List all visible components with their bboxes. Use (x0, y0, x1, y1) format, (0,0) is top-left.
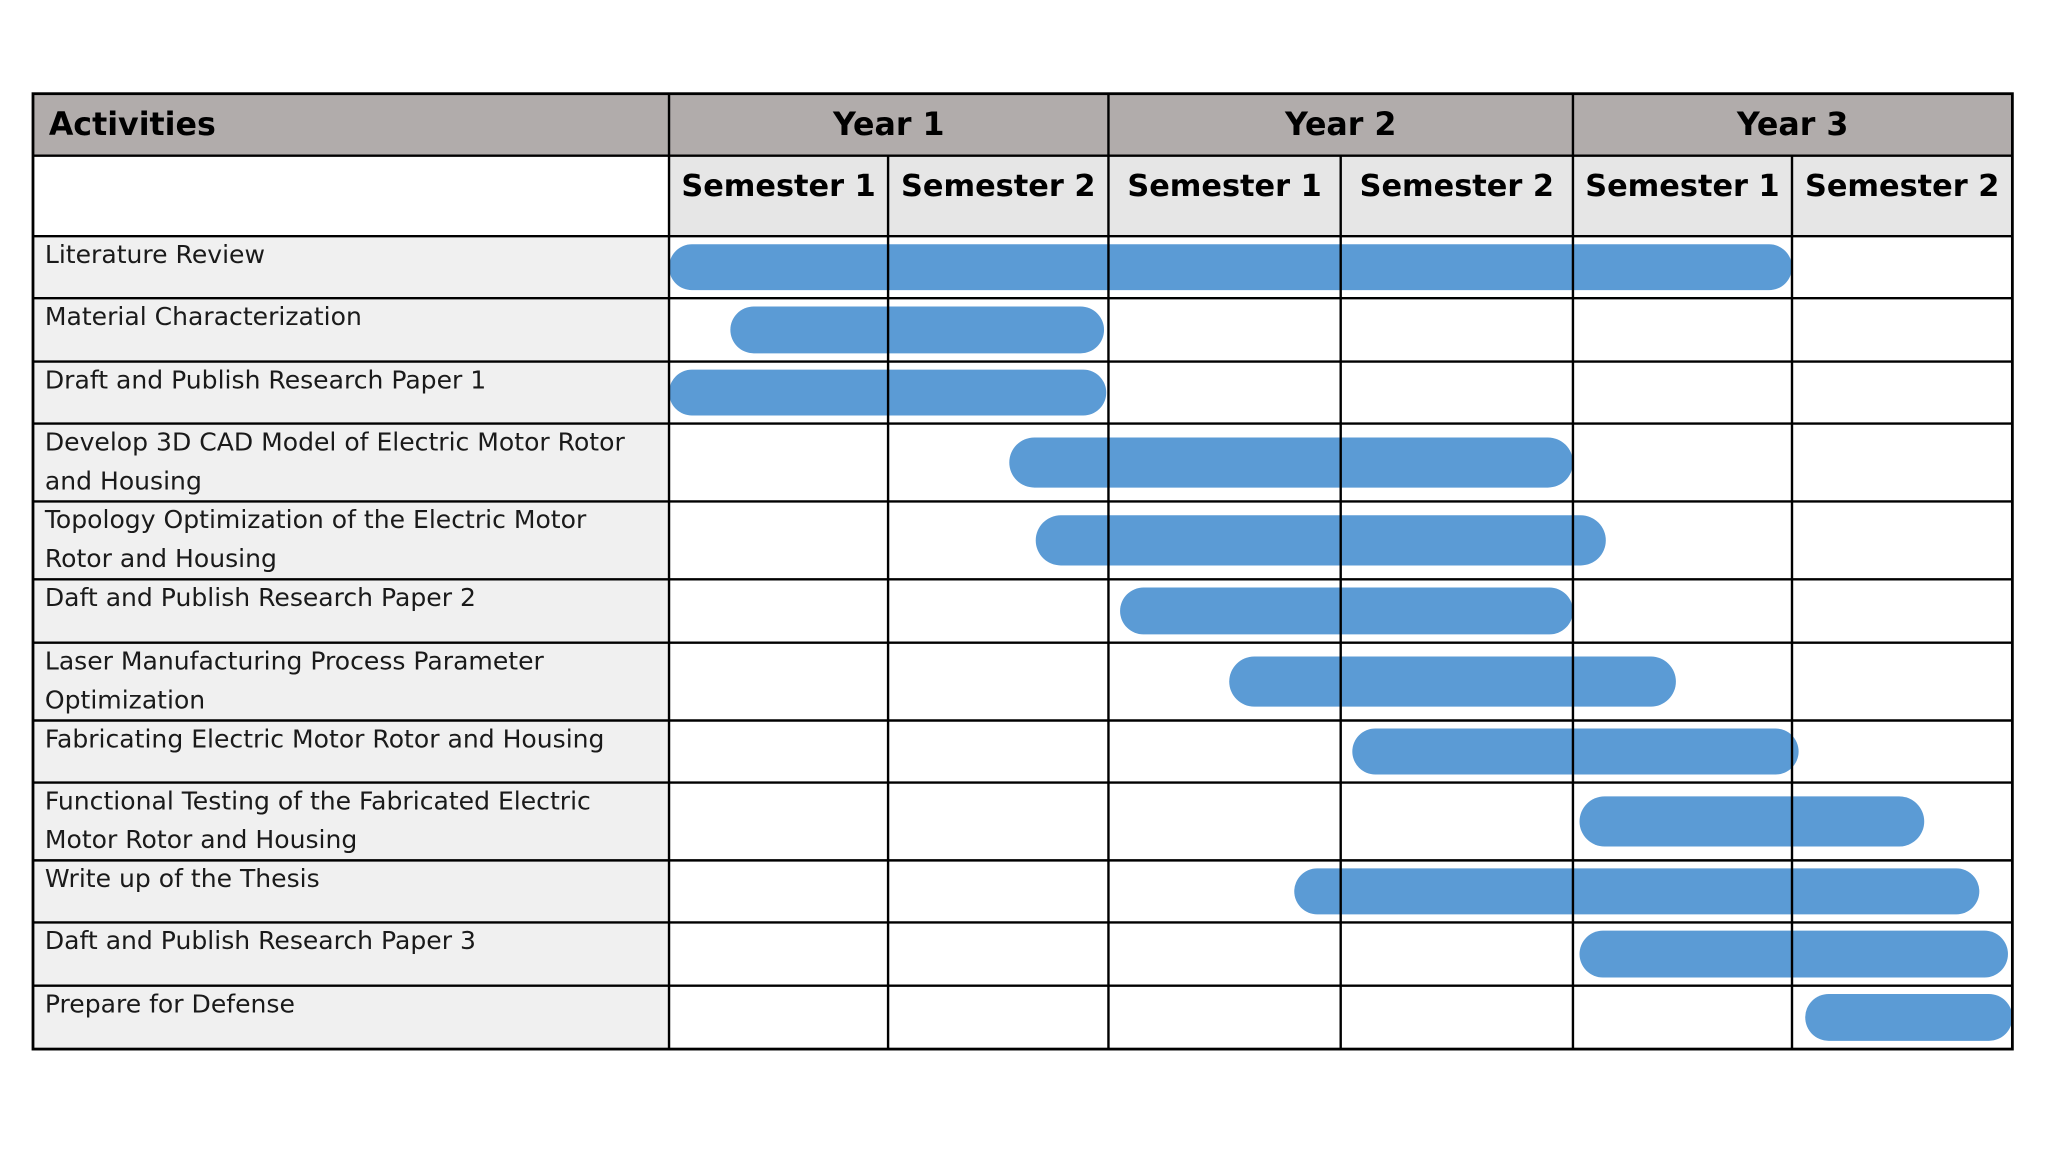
task-bar (1352, 729, 1798, 775)
activity-label: Prepare for Defense (44, 989, 295, 1019)
task-bar (1229, 656, 1676, 706)
activity-label: Develop 3D CAD Model of Electric Motor Rotor (44, 427, 625, 457)
header-row-bg (33, 94, 2012, 156)
year-header: Year 1 (832, 107, 945, 144)
task-bar (1805, 994, 2012, 1041)
task-bar (1580, 796, 1925, 846)
year-header: Year 3 (1736, 107, 1849, 144)
semester-header: Semester 2 (1359, 168, 1555, 204)
semester-header: Semester 2 (1804, 168, 2000, 204)
activity-label: Motor Rotor and Housing (44, 825, 358, 855)
task-bar (730, 306, 1104, 353)
semester-header: Semester 2 (901, 168, 1096, 204)
activity-label: Rotor and Housing (44, 544, 277, 574)
activity-label: Write up of the Thesis (44, 864, 320, 894)
task-bar (1294, 868, 1979, 914)
activity-label: Daft and Publish Research Paper 3 (44, 926, 476, 956)
task-bar (1580, 931, 2008, 978)
activity-label: Functional Testing of the Fabricated Electric (44, 786, 591, 816)
activity-label: Material Characterization (44, 302, 362, 332)
header-blank-cell (33, 156, 669, 236)
year-header: Year 2 (1284, 107, 1397, 144)
activity-label: Draft and Publish Research Paper 1 (44, 365, 487, 395)
activity-label: Optimization (44, 685, 206, 715)
activity-label: Topology Optimization of the Electric Motor (44, 505, 587, 535)
semester-header: Semester 1 (681, 168, 876, 204)
activity-label: Literature Review (44, 240, 265, 269)
activities-header: Activities (48, 107, 216, 144)
semester-header: Semester 1 (1127, 168, 1322, 204)
task-bar (669, 244, 1792, 290)
semester-header: Semester 1 (1585, 168, 1780, 204)
task-bar (1009, 437, 1573, 487)
activity-label: Fabricating Electric Motor Rotor and Housing (44, 724, 605, 754)
task-bar (1036, 515, 1606, 565)
activity-label: Daft and Publish Research Paper 2 (44, 583, 476, 613)
activity-label: Laser Manufacturing Process Parameter (44, 646, 544, 676)
task-bar (1120, 588, 1573, 635)
activity-label: and Housing (44, 466, 202, 496)
